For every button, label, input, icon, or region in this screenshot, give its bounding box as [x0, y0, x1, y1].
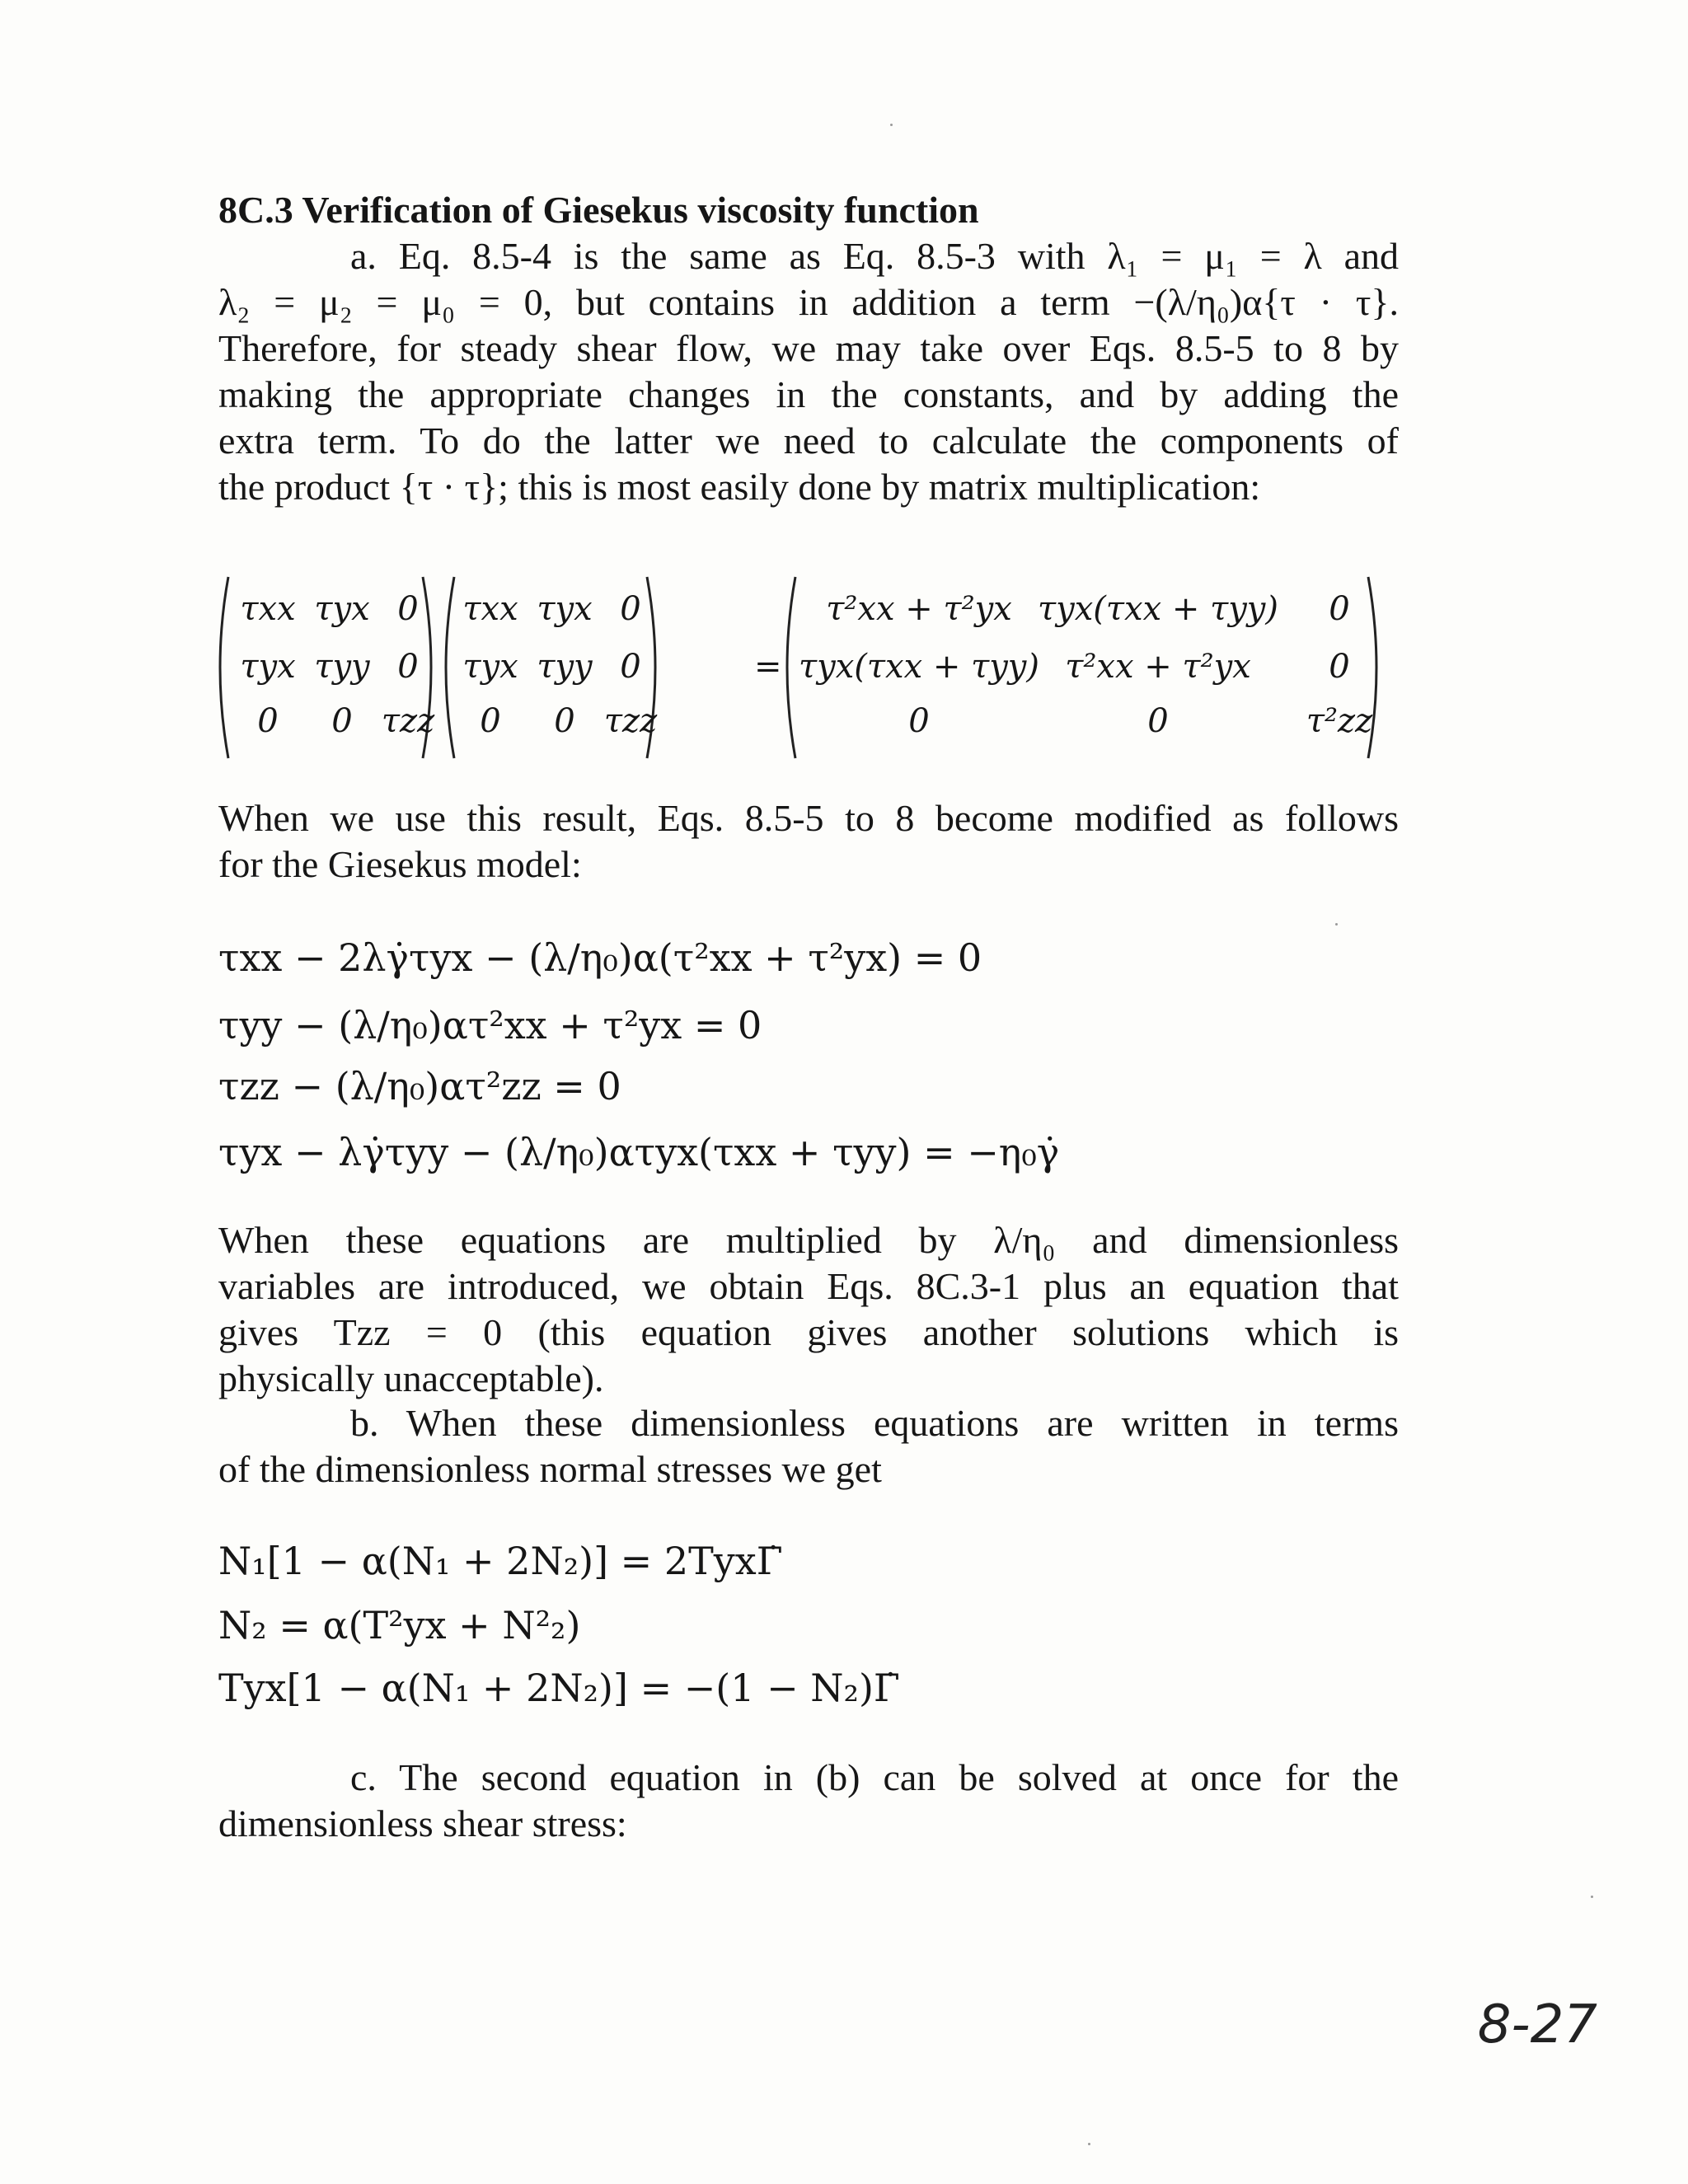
mR-cell-0-2: 0	[1329, 590, 1350, 628]
part-c-line-2: dimensionless shear stress:	[218, 1802, 627, 1844]
giesekus-eq-1: τxx − 2λγ̇τyx − (λ/η₀)α(τ²xx + τ²yx) = 0	[218, 935, 982, 980]
mA-cell-0-1: τyx	[314, 590, 370, 628]
after-eq-line-3: gives Tzz = 0 (this equation gives another solutions which is	[218, 1311, 1399, 1353]
mR-cell-0-1: τyx(τxx + τyy)	[1037, 590, 1279, 628]
dimensionless-eq-1: N₁[1 − α(N₁ + 2N₂)] = 2TyxΓ̇	[218, 1539, 783, 1583]
after-eq-line-4: physically unacceptable).	[218, 1357, 604, 1399]
mA-cell-2-1: 0	[331, 702, 353, 740]
mB-cell-0-2: 0	[620, 590, 641, 628]
part-c-line-1: c. The second equation in (b) can be solved at once for the	[350, 1756, 1399, 1798]
after-matrix-line-2: for the Giesekus model:	[218, 843, 582, 885]
part-a-line-1: a. Eq. 8.5-4 is the same as Eq. 8.5-3 with λ₁ = μ₁ = λ and	[350, 235, 1399, 277]
page-number: 8-27	[1477, 1994, 1597, 2055]
giesekus-eq-3: τzz − (λ/η₀)ατ²zz = 0	[218, 1064, 621, 1108]
matrix-a	[240, 590, 435, 740]
part-b-line-2: of the dimensionless normal stresses we get	[218, 1448, 882, 1490]
mA-cell-1-0: τyx	[240, 648, 296, 686]
mB-cell-2-1: 0	[554, 702, 575, 740]
part-a-line-6: the product {τ · τ}; this is most easily done by matrix multiplication:	[218, 466, 1261, 508]
giesekus-eq-4: τyx − λγ̇τyy − (λ/η₀)ατyx(τxx + τyy) = −η₀γ̇	[218, 1130, 1060, 1174]
part-a-line-2: λ₂ = μ₂ = μ₀ = 0, but contains in addition a term −(λ/η₀)α{τ · τ}.	[218, 281, 1399, 323]
mA-cell-1-1: τyy	[314, 648, 370, 686]
mB-cell-1-1: τyy	[537, 648, 593, 686]
after-matrix-line-1: When we use this result, Eqs. 8.5-5 to 8 become modified as follows	[218, 797, 1399, 839]
mA-cell-1-2: 0	[397, 648, 419, 686]
mB-cell-1-0: τyx	[462, 648, 518, 686]
part-b-line-1: b. When these dimensionless equations are written in terms	[350, 1402, 1399, 1444]
dimensionless-eq-2: N₂ = α(T²yx + N²₂)	[218, 1603, 581, 1647]
part-a-line-3: Therefore, for steady shear flow, we may take over Eqs. 8.5-5 to 8 by	[218, 327, 1399, 369]
mA-cell-0-2: 0	[397, 590, 419, 628]
mR-cell-2-0: 0	[908, 702, 930, 740]
part-a-line-4: making the appropriate changes in the constants, and by adding the	[218, 373, 1399, 415]
mA-cell-2-0: 0	[257, 702, 279, 740]
part-a-line-5: extra term. To do the latter we need to calculate the components of	[218, 419, 1399, 462]
matrix-b	[462, 590, 658, 740]
after-eq-line-1: When these equations are multiplied by λ/η₀ and dimensionless	[218, 1219, 1399, 1261]
dimensionless-eq-3: Tyx[1 − α(N₁ + 2N₂)] = −(1 − N₂)Γ̇	[218, 1666, 900, 1710]
matrix-product	[210, 569, 1397, 766]
mB-cell-0-0: τxx	[462, 590, 518, 628]
mB-cell-0-1: τyx	[537, 590, 593, 628]
matrix-equals: =	[754, 648, 782, 686]
mB-cell-2-0: 0	[480, 702, 501, 740]
mR-cell-1-0: τyx(τxx + τyy)	[798, 648, 1040, 686]
after-eq-line-2: variables are introduced, we obtain Eqs. 8C.3-1 plus an equation that	[218, 1265, 1399, 1307]
mA-cell-0-0: τxx	[240, 590, 296, 628]
mB-cell-1-2: 0	[620, 648, 641, 686]
mA-cell-2-2: τzz	[381, 702, 435, 740]
mR-cell-1-2: 0	[1329, 648, 1350, 686]
section-heading: 8C.3 Verification of Giesekus viscosity function	[218, 189, 979, 231]
mB-cell-2-2: τzz	[603, 702, 658, 740]
giesekus-eq-2: τyy − (λ/η₀)ατ²xx + τ²yx = 0	[218, 1003, 762, 1047]
mR-cell-0-0: τ²xx + τ²yx	[826, 590, 1012, 628]
matrix-result	[799, 590, 1373, 740]
mR-cell-2-1: 0	[1147, 702, 1169, 740]
mR-cell-2-2: τ²zz	[1306, 702, 1373, 740]
mR-cell-1-1: τ²xx + τ²yx	[1065, 648, 1251, 686]
